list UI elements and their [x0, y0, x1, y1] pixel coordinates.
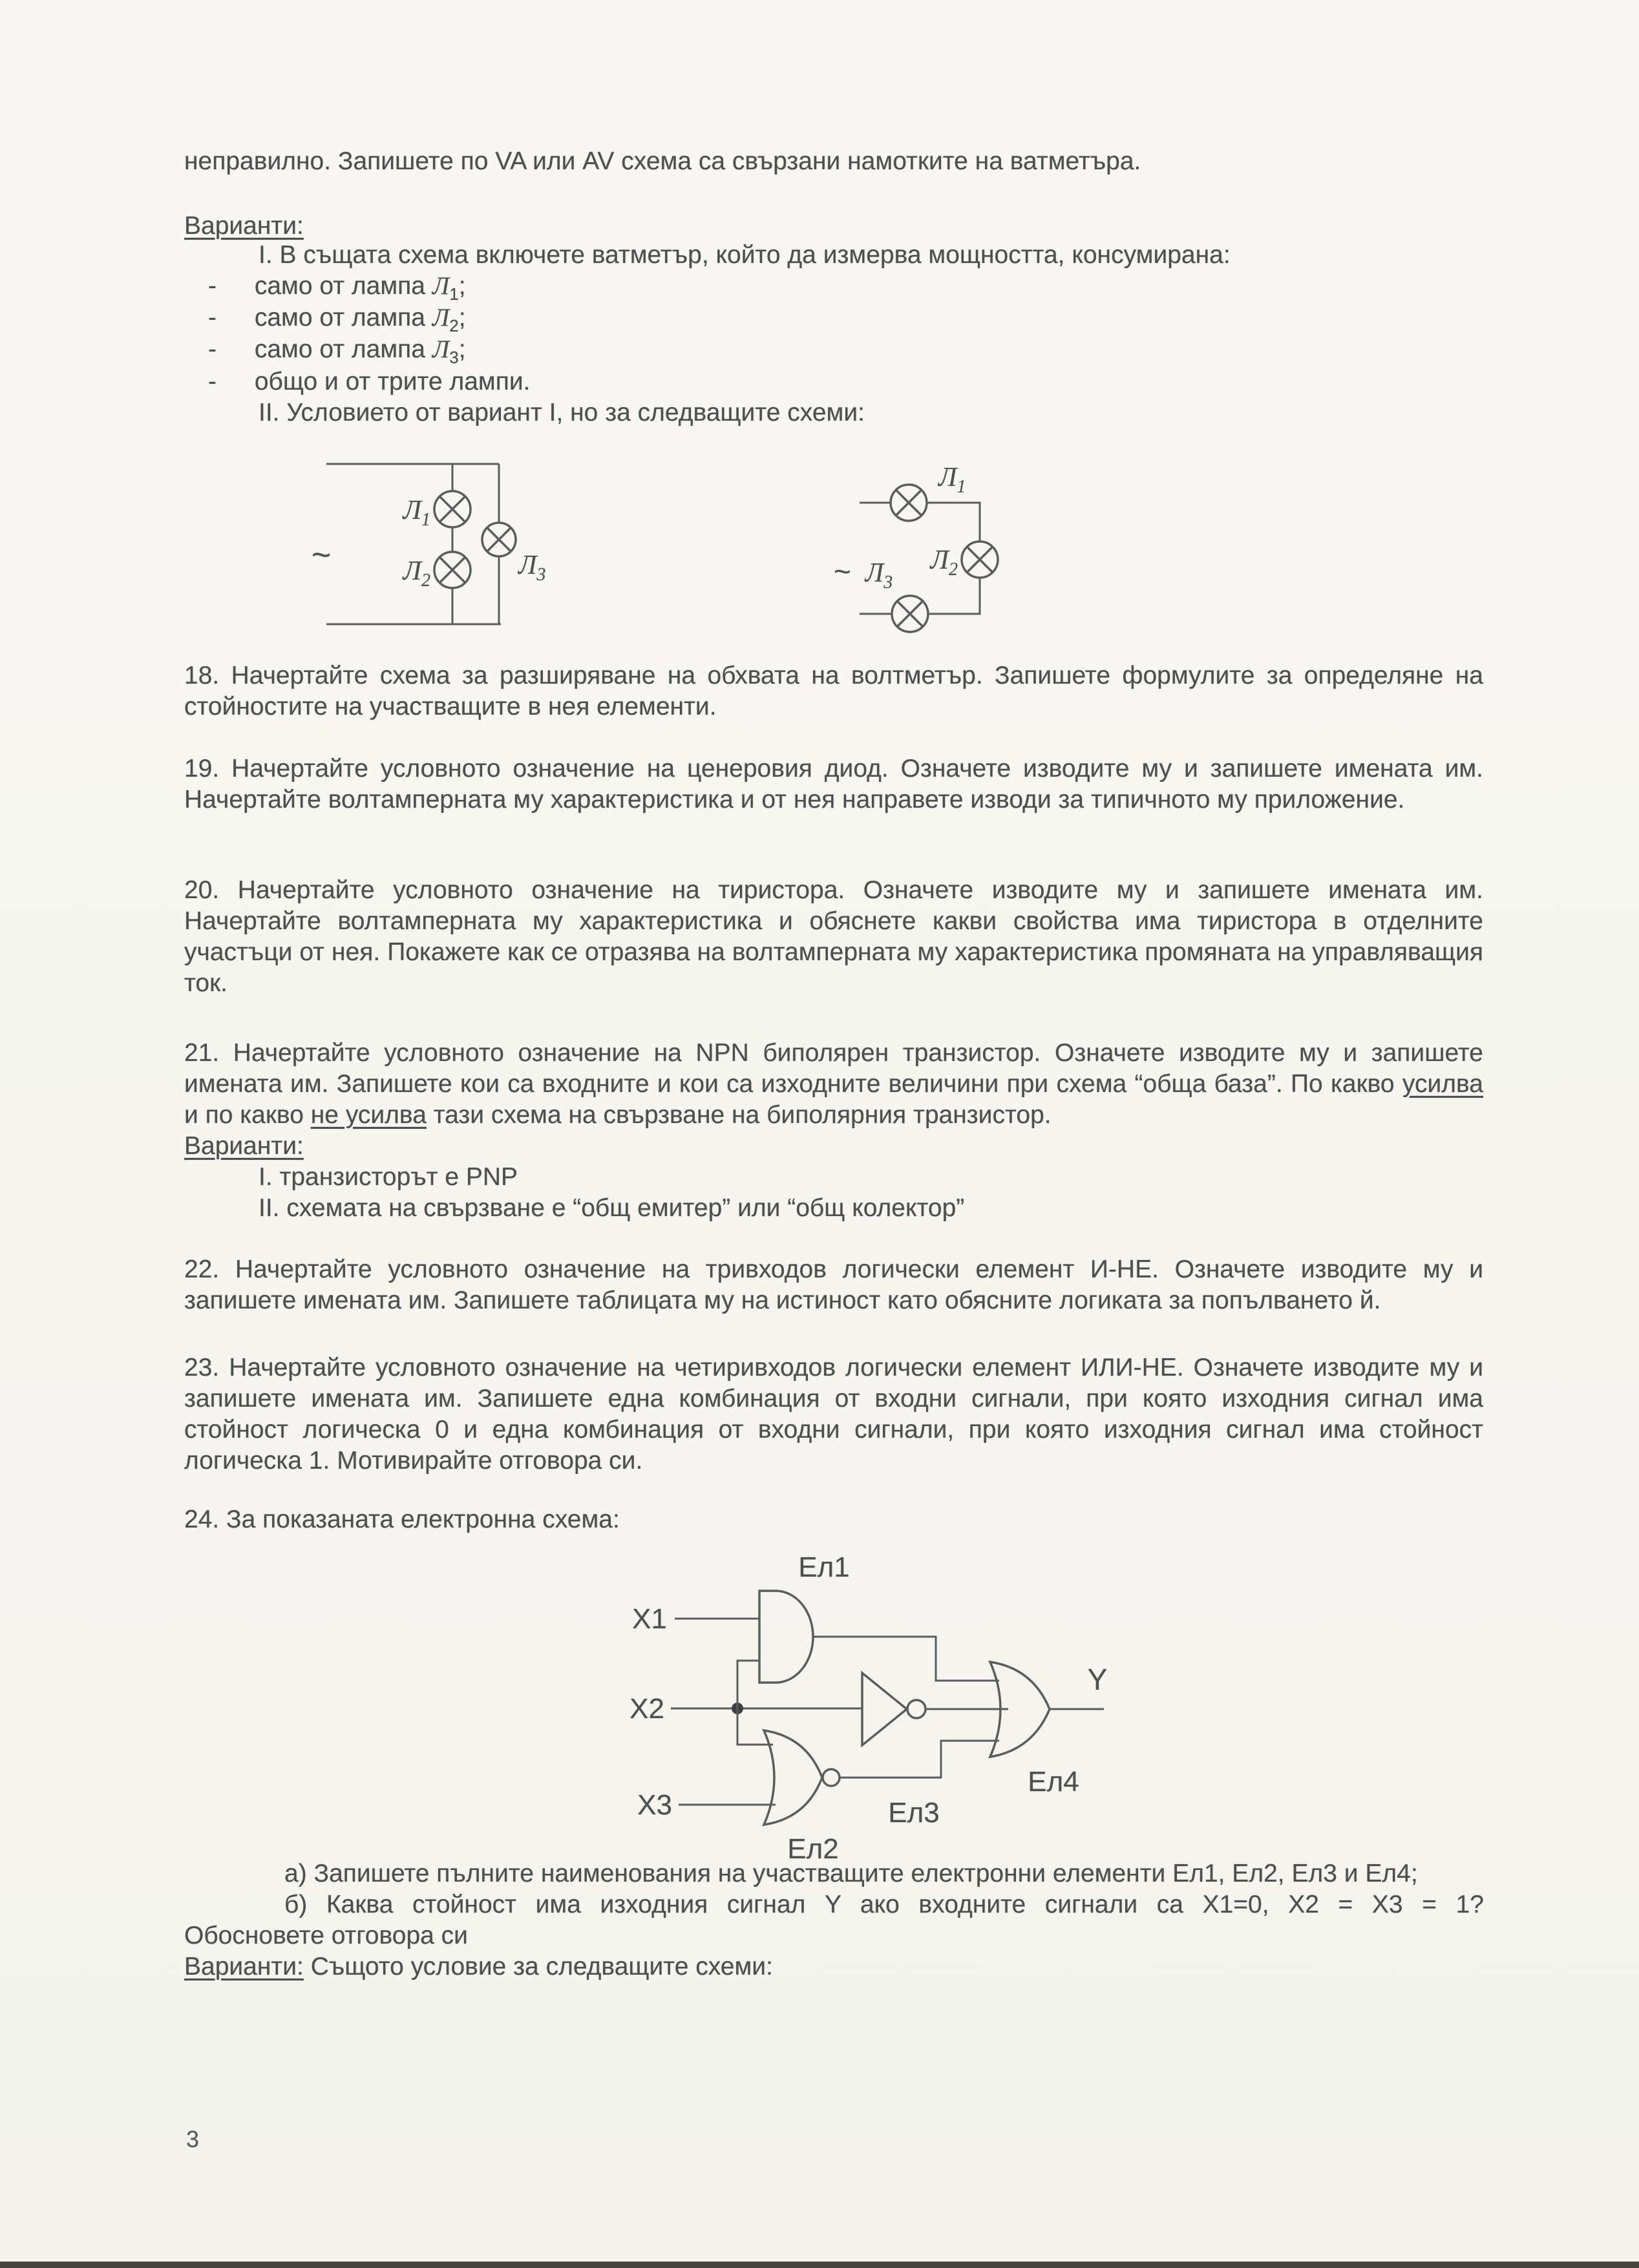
answer-b-text: б) Каква стойност има изходния сигнал Y ако входните сигнали са X1=0, X2 = X3 = 1?	[284, 1891, 1484, 1918]
gate-label-el2: Ел2	[787, 1833, 839, 1865]
lamp-label: $Л_2$	[930, 545, 958, 580]
question-23	[184, 1352, 1483, 1476]
bullet-dash: -	[208, 368, 217, 395]
variant-i-text: I. В същата схема включете ватметър, който да измерва мощността, консумирана:	[259, 241, 1231, 269]
and-output-wire	[813, 1637, 999, 1681]
lamp-subscript: 1	[449, 284, 459, 304]
lamp-symbol-text: Л	[432, 335, 450, 363]
variants-21-heading-text: Варианти:	[184, 1132, 304, 1160]
answer-item-b	[284, 1889, 1484, 1920]
justify-note-text: Обосновете отговора си	[184, 1922, 468, 1949]
variants-top-heading-text: Варианти:	[184, 212, 304, 240]
lamp-label: $Л_2$	[403, 556, 430, 591]
underlined-word: усилва	[1402, 1070, 1483, 1098]
question-22	[184, 1254, 1483, 1316]
variant-i-line	[259, 240, 1231, 271]
bullet-punct: ;	[458, 272, 466, 300]
input-label-x1: X1	[632, 1603, 667, 1635]
bullet-text: само от лампа	[254, 335, 432, 363]
lamp-icon	[434, 552, 471, 588]
bullet-row	[208, 334, 466, 365]
question-22-text: 22. Начертайте условното означение на тривходов логически елемент И-НЕ. Означете изводите му и запишете имената им. Запишете таблицата му на истиност като обясните логиката за попълването й.	[184, 1255, 1483, 1314]
variants-footer-heading: Варианти:	[184, 1953, 304, 1980]
ac-source-symbol: ~	[834, 554, 851, 588]
lamp-subscript: 2	[449, 315, 459, 335]
bullet-row	[208, 271, 466, 302]
lamp-icon	[434, 491, 471, 527]
gate-label-el1: Ел1	[798, 1551, 850, 1583]
question-18	[184, 660, 1483, 722]
gate-label-el3: Ел3	[888, 1797, 940, 1829]
series-circuit-diagram	[834, 463, 998, 632]
lamp-subscript: 3	[449, 347, 459, 367]
page-number	[186, 2126, 199, 2153]
variants-top-heading	[184, 211, 304, 242]
bullet-text: само от лампа	[254, 304, 432, 331]
variant-21-i-line	[259, 1162, 518, 1193]
variants-21-heading	[184, 1131, 304, 1162]
question-18-text: 18. Начертайте схема за разширяване на обхвата на волтметър. Запишете формулите за определяне на стойностите на участващите в нея елементи.	[184, 662, 1483, 720]
underlined-word: не усилва	[310, 1101, 427, 1129]
question-23-text: 23. Начертайте условното означение на четиривходов логически елемент ИЛИ-НЕ. Означете изводите му и запишете имената им. Запишете една комбинация от входни сигнали, при която изходния сигнал има стойност логическа 0 и една комбинация от входни сигнали, при която изходния сигнал има стойност логическа 1. Мотивирайте отговора си.	[184, 1354, 1483, 1475]
branch-to-and	[737, 1661, 759, 1708]
bullet-dash: -	[208, 272, 217, 300]
answer-item-a	[284, 1858, 1418, 1889]
lamp-label: $Л_3$	[865, 558, 893, 593]
bullet-punct: ;	[458, 304, 466, 331]
variants-footer	[184, 1951, 773, 1982]
bullet-punct: ;	[458, 335, 466, 363]
nor-output-wire	[840, 1741, 999, 1778]
lamp-label: $Л_1$	[403, 496, 430, 530]
bullet-text: само от лампа	[254, 272, 432, 300]
question-21	[184, 1038, 1483, 1131]
lamp-icon	[891, 485, 927, 521]
variant-21-ii-text: II. схемата на свързване е “общ емитер” или “общ колектор”	[259, 1194, 965, 1222]
variants-footer-text: Същото условие за следващите схеми:	[303, 1953, 773, 1980]
output-label-y: Y	[1087, 1663, 1108, 1696]
justify-note	[184, 1920, 468, 1951]
variant-21-i-text: I. транзисторът е PNP	[259, 1163, 518, 1191]
question-20	[184, 875, 1483, 999]
page-number-text: 3	[186, 2126, 200, 2152]
ac-source-symbol: ~	[312, 536, 332, 574]
question-24-text: 24. За показаната електронна схема:	[184, 1506, 620, 1533]
inverter-bubble-icon	[823, 1769, 840, 1786]
question-20-text: 20. Начертайте условното означение на тиристора. Означете изводите му и запишете имената им. Начертайте волтамперната му характеристика и обяснете какви свойства има тиристора в отделните участъци от нея. Покажете как се отразява на волтамперната му характеристика промяната на управляващия ток.	[184, 876, 1483, 997]
question-24	[184, 1504, 620, 1535]
bullet-text: общо и от трите лампи.	[254, 368, 531, 395]
question-21-text: 21. Начертайте условното означение на NPN биполярен транзистор. Означете изводите му и запишете имената им. Запишете кои са входните и кои са изходните величини при схема “обща база”. По какво	[184, 1039, 1483, 1098]
intro-line	[184, 146, 1141, 177]
question-21-text: тази схема на свързване на биполярния транзистор.	[426, 1101, 1052, 1129]
scan-bottom-edge	[0, 2262, 1639, 2268]
and-gate-icon	[759, 1591, 813, 1683]
parallel-circuit-diagram	[312, 464, 545, 624]
lamp-circuits-figure	[304, 446, 1028, 653]
lamp-icon	[962, 541, 998, 578]
bullet-row	[208, 302, 466, 333]
lamp-symbol-text: Л	[432, 272, 450, 300]
variant-ii-text: II. Условието от вариант I, но за следващите схеми:	[259, 399, 865, 426]
logic-circuit-figure	[608, 1541, 1125, 1877]
variant-ii-line	[259, 397, 865, 428]
input-label-x3: X3	[637, 1789, 672, 1821]
question-19-text: 19. Начертайте условното означение на ценеровия диод. Означете изводите му и запишете имената им. Начертайте волтамперната му характеристика и от нея направете изводи за типичното му приложение.	[184, 755, 1483, 814]
intro-text: неправилно. Запишете по VA или AV схема са свързани намотките на ватметъра.	[184, 147, 1141, 175]
lamp-icon	[482, 523, 516, 556]
bullet-dash: -	[208, 335, 217, 363]
lamp-symbol-text: Л	[432, 304, 450, 331]
input-label-x2: X2	[629, 1693, 664, 1725]
inverter-bubble-icon	[907, 1700, 925, 1718]
question-21-text: и по какво	[184, 1101, 311, 1129]
lamp-label: $Л_1$	[938, 463, 966, 497]
bullet-row	[208, 366, 530, 397]
question-19	[184, 753, 1483, 815]
lamp-label: $Л_3$	[518, 551, 546, 585]
lamp-icon	[892, 596, 928, 632]
not-gate-icon	[862, 1673, 907, 1745]
variant-21-ii-line	[259, 1193, 964, 1224]
gate-label-el4: Ел4	[1028, 1766, 1079, 1798]
answer-a-text: а) Запишете пълните наименования на участващите електронни елементи Ел1, Ел2, Ел3 и Ел4;	[284, 1860, 1418, 1887]
bullet-dash: -	[208, 304, 217, 331]
